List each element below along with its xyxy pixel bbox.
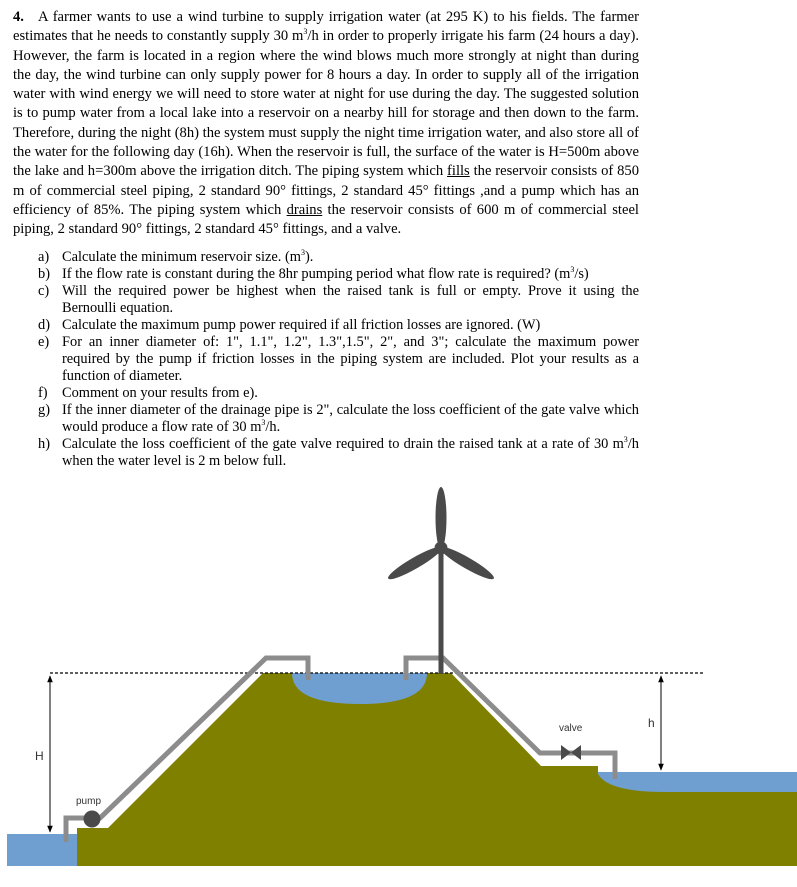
item-letter: d) [38,317,50,333]
underlined-word-fills: fills [447,163,470,180]
superscript: 3 [303,27,308,37]
intro-text: /h in order to properly irrigate his farm (24 hours a day). However, the farm is located in a region where the wind blows much more strongly at night than during the day, the wind turbine can only supply power for 8 hours a day. In order to supply all of the irrigation water with wind energy we will need to store water at night for use during the day. The suggested solution is to pump water from a local lake into a reservoir on a nearby hill for storage and then down to the farm. Therefore, during the night (8h) the system must supply the night time irrigation water, and also store all of the water for the following day (16h). When the reservoir is full, the surface of the water is H=500m above the lake and h=300m above the irrigation ditch. The piping system which [13,28,639,180]
intro-text: the reservoir consists of 850 m of commercial steel piping, 2 standard 90° fittings, 2 standard 45° fittings ,and a pump which has an efficiency of 85%. The piping system which [13,163,639,218]
item-text: If the inner diameter of the drainage pipe is 2", calculate the loss coefficient of the gate valve which would produce a flow rate of 30 m [62,402,639,435]
h-label: h [648,716,655,730]
item-text: Calculate the loss coefficient of the gate valve required to drain the raised tank at a rate of 30 m [62,436,624,452]
item-text: Calculate the maximum pump power required if all friction losses are ignored. (W) [62,317,541,333]
superscript: 3 [623,435,628,444]
item-letter: h) [38,436,50,452]
item-text: If the flow rate is constant during the 8hr pumping period what flow rate is required? (m [62,266,571,282]
valve-icon [561,745,581,760]
item-letter: g) [38,402,50,418]
hill-ground [77,673,797,866]
pump-icon [84,811,101,828]
item-letter: b) [38,266,50,282]
item-text: Will the required power be highest when the raised tank is full or empty. Prove it using the Bernoulli equation. [62,283,639,316]
superscript: 3 [261,418,266,427]
intro-text: the reservoir consists of 600 m of commercial steel piping, 2 standard 90° fittings, 2 standard 45° fittings, and a valve. [13,201,639,238]
item-letter: c) [38,283,50,299]
wind-turbine-icon [385,487,496,674]
superscript: 3 [300,248,305,257]
item-letter: f) [38,385,48,401]
item-text: ). [304,249,314,265]
underlined-word-drains: drains [286,201,323,218]
problem-number: 4. [13,9,24,25]
item-letter: a) [38,249,50,265]
item-text: Comment on your results from e). [62,385,258,401]
item-letter: e) [38,334,50,350]
H-label: H [35,749,44,763]
pump-label: pump [76,796,102,807]
intro-text: A farmer wants to use a wind turbine to supply irrigation water (at 295 K) to his fields. The farmer estimates that he needs to constantly supply 30 m [13,9,639,45]
superscript: 3 [570,265,575,274]
item-text: /h when the water level is 2 m below full. [62,436,639,469]
item-text: /s) [574,266,589,282]
item-text: For an inner diameter of: 1", 1.1", 1.2", 1.3",1.5", 2", and 3"; calculate the maximum power required by the pump if friction losses in the piping system are included. Plot your results as a function of diameter. [62,334,639,384]
valve-label: valve [559,723,583,734]
item-text: /h. [265,419,281,435]
item-text: Calculate the minimum reservoir size. (m [62,249,301,265]
